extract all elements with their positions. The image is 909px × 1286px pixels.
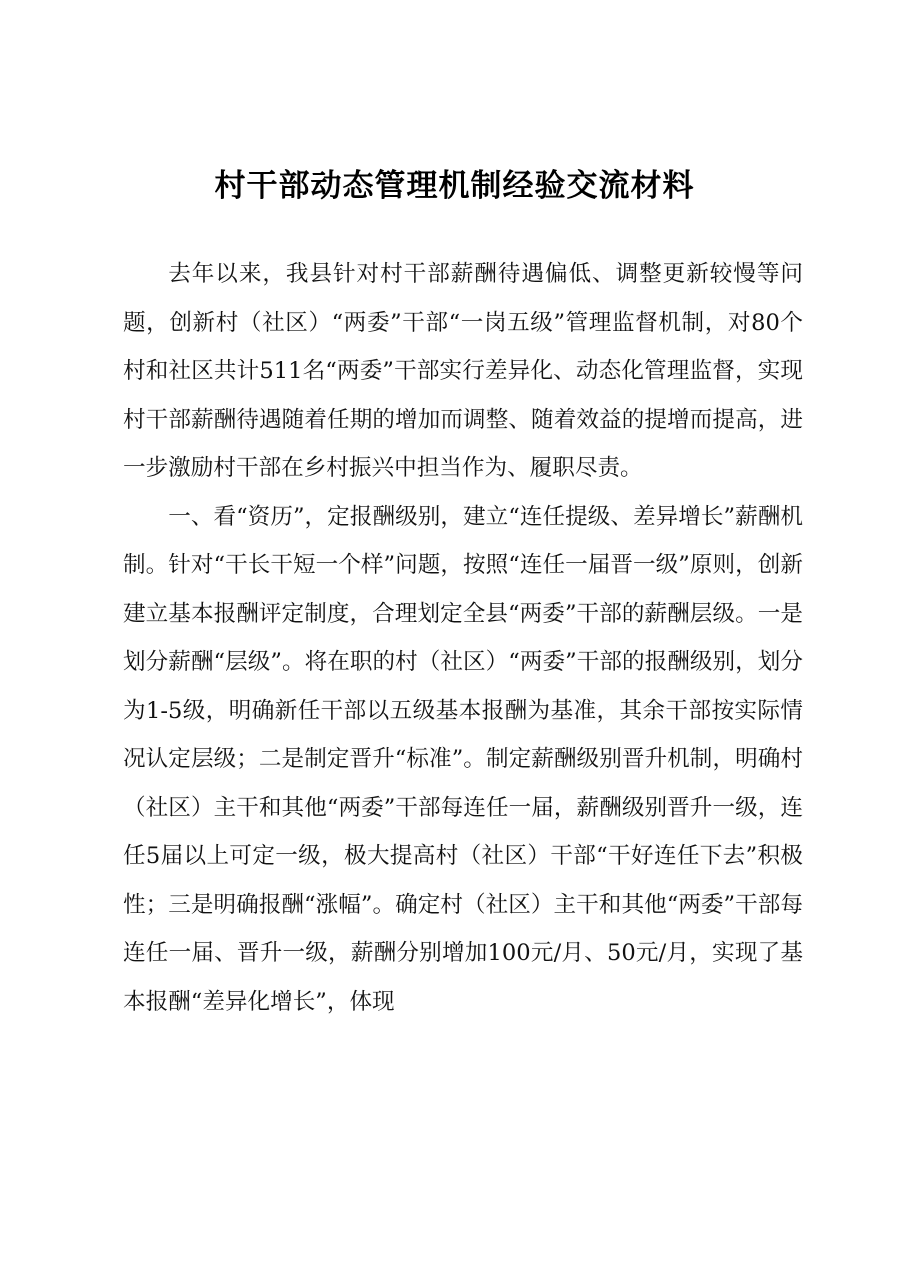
section-one-paragraph: 一、看“资历”，定报酬级别，建立“连任提级、差异增长”薪酬机制。针对“干长干短一个样”问题，按照“连任一届晋一级”原则，创新建立基本报酬评定制度，合理划定全县“两委”干部的薪酬层级。一是划分薪酬“层级”。将在职的村（社区）“两委”干部的报酬级别，划分为1-5级，明确新任干部以五级基本报酬为基准，其余干部按实际情况认定层级；二是制定晋升“标准”。制定薪酬级别晋升机制，明确村（社区）主干和其他“两委”干部每连任一届，薪酬级别晋升一级，连任5届以上可定一级，极大提高村（社区）干部“干好连任下去”积极性；三是明确报酬“涨幅”。确定村（社区）主干和其他“两委”干部每连任一届、晋升一级，薪酬分别增加100元/月、50元/月，实现了基本报酬“差异化增长”，体现 <box>123 503 803 1015</box>
document-title: 村干部动态管理机制经验交流材料 <box>214 168 695 204</box>
intro-paragraph: 去年以来，我县针对村干部薪酬待遇偏低、调整更新较慢等问题，创新村（社区）“两委”干部“一岗五级”管理监督机制，对80个村和社区共计511名“两委”干部实行差异化、动态化管理监督，实现村干部薪酬待遇随着任期的增加而调整、随着效益的提增而提高，进一步激励村干部在乡村振兴中担当作为、履职尽责。 <box>123 261 803 481</box>
document-body <box>123 250 803 1026</box>
